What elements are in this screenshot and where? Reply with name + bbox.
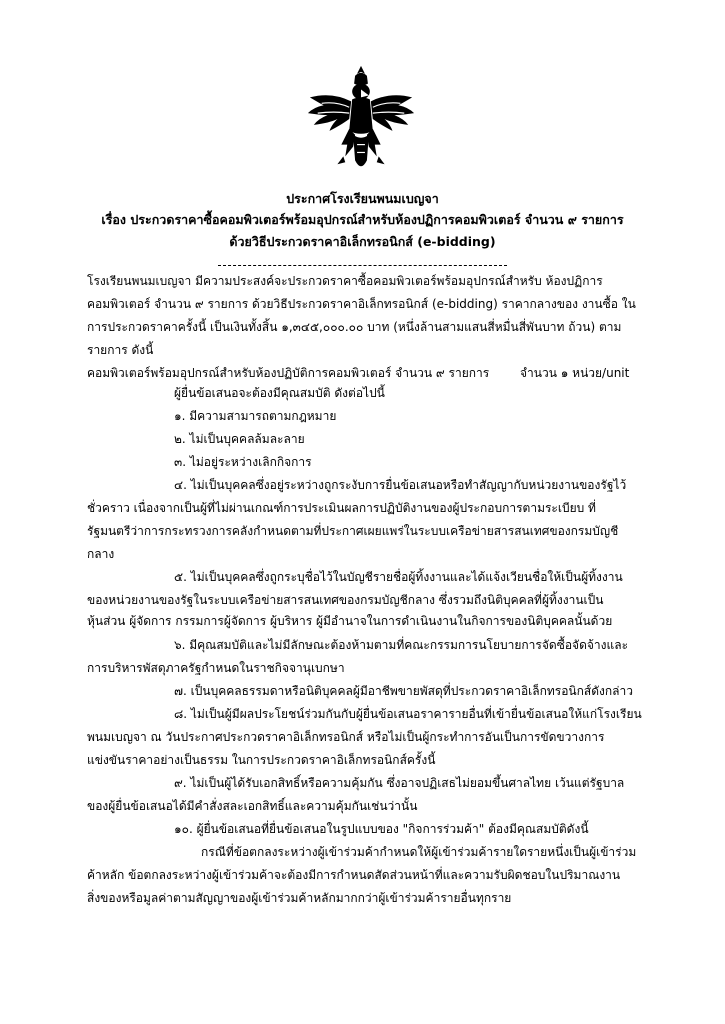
- intro-line: โรงเรียนพนมเบญจา มีความประสงค์จะประกวดราคาซื้อคอมพิวเตอร์พร้อมอุปกรณ์สำหรับ ห้องปฏิการ: [87, 274, 603, 288]
- garuda-emblem-icon: [302, 62, 420, 180]
- intro-line: คอมพิวเตอร์ จำนวน ๙ รายการ ด้วยวิธีประกวดราคาอิเล็กทรอนิกส์ (e-bidding) ราคากลางของ งานซื้อ ใน: [87, 297, 636, 311]
- qualification-9-line: ๙. ไม่เป็นผู้ได้รับเอกสิทธิ์หรือความคุ้มกัน ซึ่งอาจปฏิเสธไม่ยอมขึ้นศาลไทย เว้นแต่รัฐบาล: [174, 776, 625, 790]
- item-quantity: จำนวน ๑ หน่วย/unit: [520, 366, 630, 380]
- qualifications-intro: ผู้ยื่นข้อเสนอจะต้องมีคุณสมบัติ ดังต่อไปนี้: [174, 386, 385, 400]
- qualification-5-line: หุ้นส่วน ผู้จัดการ กรรมการผู้จัดการ ผู้บริหาร ผู้มีอำนาจในการดำเนินงานในกิจการของนิติบุคคลนั้นด้วย: [87, 614, 613, 628]
- qualification-6-line: ๖. มีคุณสมบัติและไม่มีลักษณะต้องห้ามตามที่คณะกรรมการนโยบายการจัดซื้อจัดจ้างและ: [174, 638, 629, 652]
- qualification-2: ๒. ไม่เป็นบุคคลล้มละลาย: [174, 432, 305, 446]
- intro-line: รายการ ดังนี้: [87, 343, 154, 357]
- qualification-1: ๑. มีความสามารถตามกฎหมาย: [174, 409, 337, 423]
- qualification-10-detail-line: กรณีที่ข้อตกลงระหว่างผู้เข้าร่วมค้ากำหนดให้ผู้เข้าร่วมค้ารายใดรายหนึ่งเป็นผู้เข้าร่วม: [201, 845, 637, 859]
- qualification-10-detail-line: สิ่งของหรือมูลค่าตามสัญญาของผู้เข้าร่วมค้าหลักมากกว่าผู้เข้าร่วมค้ารายอื่นทุกราย: [87, 891, 512, 905]
- item-description: คอมพิวเตอร์พร้อมอุปกรณ์สำหรับห้องปฏิบัติการคอมพิวเตอร์ จำนวน ๙ รายการ: [87, 366, 490, 380]
- qualification-5-line: ของหน่วยงานของรัฐในระบบเครือข่ายสารสนเทศของกรมบัญชีกลาง ซึ่งรวมถึงนิติบุคคลที่ผู้ทิ้งงานเป็น: [87, 593, 604, 607]
- qualification-5-line: ๕. ไม่เป็นบุคคลซึ่งถูกระบุชื่อไว้ในบัญชีรายชื่อผู้ทิ้งงานและได้แจ้งเวียนชื่อให้เป็นผู้ทิ้งงาน: [174, 570, 623, 584]
- intro-line: การประกวดราคาครั้งนี้ เป็นเงินทั้งสิ้น ๑,๓๔๕,๐๐๐.๐๐ บาท (หนึ่งล้านสามแสนสี่หมื่นสี่พันบาท ถ้วน) ตาม: [87, 320, 622, 334]
- qualification-8-line: พนมเบญจา ณ วันประกาศประกวดราคาอิเล็กทรอนิกส์ หรือไม่เป็นผู้กระทำการอันเป็นการขัดขวางการ: [87, 730, 605, 744]
- qualification-10-detail-line: ค้าหลัก ข้อตกลงระหว่างผู้เข้าร่วมค้าจะต้องมีการกำหนดสัดส่วนหน้าที่และความรับผิดชอบในปริมาณงาน: [87, 868, 621, 882]
- announcement-title: ประกาศโรงเรียนพนมเบญจา: [286, 191, 439, 206]
- subject-line-2: ด้วยวิธีประกวดราคาอิเล็กทรอนิกส์ (e-bidding): [229, 234, 496, 249]
- subject-line-1: เรื่อง ประกวดราคาซื้อคอมพิวเตอร์พร้อมอุปกรณ์สำหรับห้องปฏิการคอมพิวเตอร์ จำนวน ๙ รายการ: [101, 212, 624, 227]
- qualification-8-line: ๘. ไม่เป็นผู้มีผลประโยชน์ร่วมกันกับผู้ยื่นข้อเสนอราคารายอื่นที่เข้ายื่นข้อเสนอให้แก่โรงเรียน: [174, 707, 642, 721]
- qualification-9-line: ของผู้ยื่นข้อเสนอได้มีคำสั่งสละเอกสิทธิ์และความคุ้มกันเช่นว่านั้น: [87, 799, 418, 813]
- qualification-4-line: ชั่วคราว เนื่องจากเป็นผู้ที่ไม่ผ่านเกณฑ์การประเมินผลการปฏิบัติงานของผู้ประกอบการตามระเบียบ ที่: [87, 501, 596, 515]
- qualification-4-line: กลาง: [87, 547, 115, 561]
- qualification-7: ๗. เป็นบุคคลธรรมดาหรือนิติบุคคลผู้มีอาชีพขายพัสดุที่ประกวดราคาอิเล็กทรอนิกส์ดังกล่าว: [174, 684, 633, 698]
- qualification-8-line: แข่งขันราคาอย่างเป็นธรรม ในการประกวดราคาอิเล็กทรอนิกส์ครั้งนี้: [87, 753, 436, 767]
- qualification-4-line: ๔. ไม่เป็นบุคคลซึ่งอยู่ระหว่างถูกระงับการยื่นข้อเสนอหรือทำสัญญากับหน่วยงานของรัฐไว้: [174, 478, 627, 492]
- title-separator: [218, 265, 507, 266]
- qualification-6-line: การบริหารพัสดุภาครัฐกำหนดในราชกิจจานุเบกษา: [87, 661, 345, 675]
- qualification-10: ๑๐. ผู้ยื่นข้อเสนอที่ยื่นข้อเสนอในรูปแบบของ "กิจการร่วมค้า" ต้องมีคุณสมบัติดังนี้: [174, 822, 589, 836]
- qualification-4-line: รัฐมนตรีว่าการกระทรวงการคลังกำหนดตามที่ประกาศเผยแพร่ในระบบเครือข่ายสารสนเทศของกรมบัญชี: [87, 524, 619, 538]
- qualification-3: ๓. ไม่อยู่ระหว่างเลิกกิจการ: [174, 455, 312, 469]
